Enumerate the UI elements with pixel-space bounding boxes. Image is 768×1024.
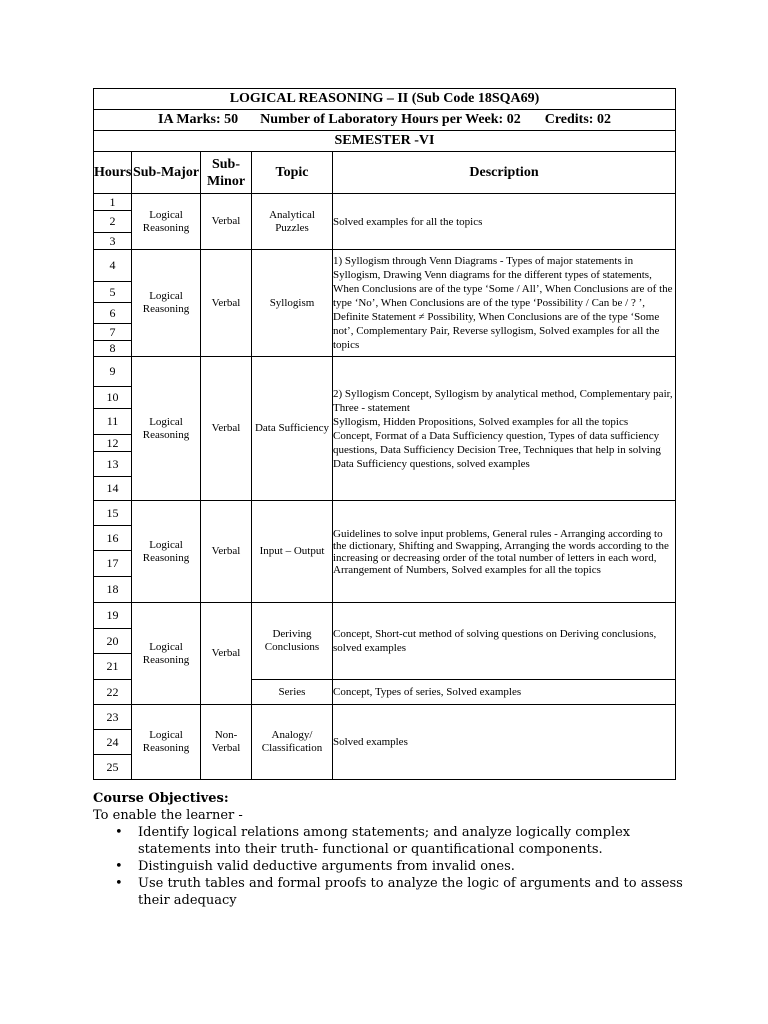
sub-major-cell: Logical Reasoning [132, 705, 201, 780]
hour-cell: 17 [94, 551, 132, 577]
topic-cell: Data Sufficiency [252, 357, 333, 501]
description-text: Concept, Types of series, Solved examples [333, 686, 522, 698]
header-hours: Hours [94, 152, 132, 194]
sub-major-cell: Logical Reasoning [132, 357, 201, 501]
sub-major-cell: Logical Reasoning [132, 603, 201, 705]
description-cell [333, 705, 676, 780]
table-row [94, 357, 676, 387]
syllabus-table [93, 88, 676, 780]
list-item [115, 824, 693, 858]
description-text: Syllogism, Hidden Propositions, Solved examples for all the topics [333, 415, 629, 428]
topic-cell: Analogy/ Classification [252, 705, 333, 780]
header-description: Description [333, 152, 676, 194]
list-item [115, 875, 693, 909]
sub-major-cell: Logical Reasoning [132, 250, 201, 357]
hour-cell: 4 [94, 250, 132, 282]
hour-cell: 19 [94, 603, 132, 629]
hour-cell: 15 [94, 501, 132, 526]
description-cell [333, 501, 676, 603]
header-row [94, 152, 676, 194]
description-text: 1) Syllogism through Venn Diagrams - Types of major statements in Syllogism, Drawing Venn diagrams for the different types of statements, When Conclusions are of the type ‘Some / All’, When Conclusions are of the type ‘No’, When Conclusions are of the type ‘Possibility / Can be / ? ’, Definite Statement ≠ Possibility, When Conclusions are of the type ‘Some not’, Complementary Pair, Reverse syllogism, Solved examples for all the topics [333, 255, 673, 351]
sub-minor-cell: Verbal [201, 603, 252, 705]
sub-minor-cell: Verbal [201, 250, 252, 357]
header-topic: Topic [252, 152, 333, 194]
hour-cell: 10 [94, 387, 132, 409]
topic-cell: Syllogism [252, 250, 333, 357]
description-cell [333, 250, 676, 357]
bullet-icon: • [115, 859, 123, 874]
objectives-title: Course Objectives: [93, 791, 229, 806]
topic-cell: Input – Output [252, 501, 333, 603]
table-row [94, 705, 676, 730]
hour-cell: 13 [94, 452, 132, 477]
sub-major-cell: Logical Reasoning [132, 194, 201, 250]
sub-minor-cell: Verbal [201, 357, 252, 501]
course-title: LOGICAL REASONING – II (Sub Code 18SQA69) [94, 89, 676, 110]
table-row [94, 501, 676, 526]
hour-cell: 5 [94, 282, 132, 303]
sub-minor-cell: Verbal [201, 194, 252, 250]
description-text: Solved examples for all the topics [333, 215, 483, 228]
hour-cell: 3 [94, 233, 132, 250]
list-item [115, 858, 693, 875]
bullet-icon: • [115, 876, 123, 891]
topic-cell: Series [252, 680, 333, 705]
topic-cell: Deriving Conclusions [252, 603, 333, 680]
description-text: Concept, Short-cut method of solving questions on Deriving conclusions, solved examples [333, 628, 657, 654]
description-cell [333, 357, 676, 501]
sub-minor-cell: Non-Verbal [201, 705, 252, 780]
header-sub-major: Sub-Major [132, 152, 201, 194]
ia-marks: IA Marks: 50 [158, 112, 239, 127]
hour-cell: 22 [94, 680, 132, 705]
credits: Credits: 02 [544, 112, 611, 127]
bullet-icon: • [115, 825, 123, 840]
semester-label: SEMESTER -VI [94, 131, 676, 152]
objective-text: Use truth tables and formal proofs to analyze the logic of arguments and to assess their adequacy [138, 876, 683, 908]
description-text: Guidelines to solve input problems, General rules - Arranging according to the dictionary, Shifting and Swapping, Arranging the words according to the increasing or decreasing order of the total number of letters in each word, Arrangement of Numbers, Solved examples for all the topics [333, 527, 669, 576]
hour-cell: 14 [94, 477, 132, 501]
objectives-list [93, 824, 693, 909]
marks-row [94, 110, 676, 131]
description-cell [333, 680, 676, 705]
objective-text: Identify logical relations among statements; and analyze logically complex statements into their truth- functional or quantificational components. [138, 825, 631, 857]
description-cell [333, 194, 676, 250]
hour-cell: 6 [94, 303, 132, 324]
hour-cell: 9 [94, 357, 132, 387]
hour-cell: 18 [94, 577, 132, 603]
title-row [94, 89, 676, 110]
semester-row [94, 131, 676, 152]
hour-cell: 24 [94, 730, 132, 755]
hour-cell: 2 [94, 211, 132, 233]
description-cell [333, 603, 676, 680]
objectives-intro: To enable the learner - [93, 808, 243, 823]
table-row [94, 603, 676, 629]
hour-cell: 8 [94, 341, 132, 357]
hour-cell: 1 [94, 194, 132, 211]
lab-hours: Number of Laboratory Hours per Week: 02 [260, 112, 521, 127]
description-text: Solved examples [333, 736, 408, 748]
hour-cell: 7 [94, 324, 132, 341]
hour-cell: 12 [94, 435, 132, 452]
header-sub-minor: Sub-Minor [201, 152, 252, 194]
description-text: Concept, Format of a Data Sufficiency question, Types of data sufficiency questions, Data Sufficiency Decision Tree, Techniques that help in solving Data Sufficiency questions, solved examples [333, 429, 661, 470]
hour-cell: 16 [94, 526, 132, 551]
course-objectives [93, 790, 693, 909]
table-row [94, 250, 676, 282]
sub-minor-cell: Verbal [201, 501, 252, 603]
hour-cell: 20 [94, 629, 132, 654]
description-text: 2) Syllogism Concept, Syllogism by analytical method, Complementary pair, Three - statement [333, 387, 673, 414]
hour-cell: 25 [94, 755, 132, 780]
hour-cell: 23 [94, 705, 132, 730]
table-row [94, 194, 676, 211]
hour-cell: 21 [94, 654, 132, 680]
topic-cell: Analytical Puzzles [252, 194, 333, 250]
sub-major-cell: Logical Reasoning [132, 501, 201, 603]
hour-cell: 11 [94, 409, 132, 435]
objective-text: Distinguish valid deductive arguments from invalid ones. [138, 859, 515, 874]
